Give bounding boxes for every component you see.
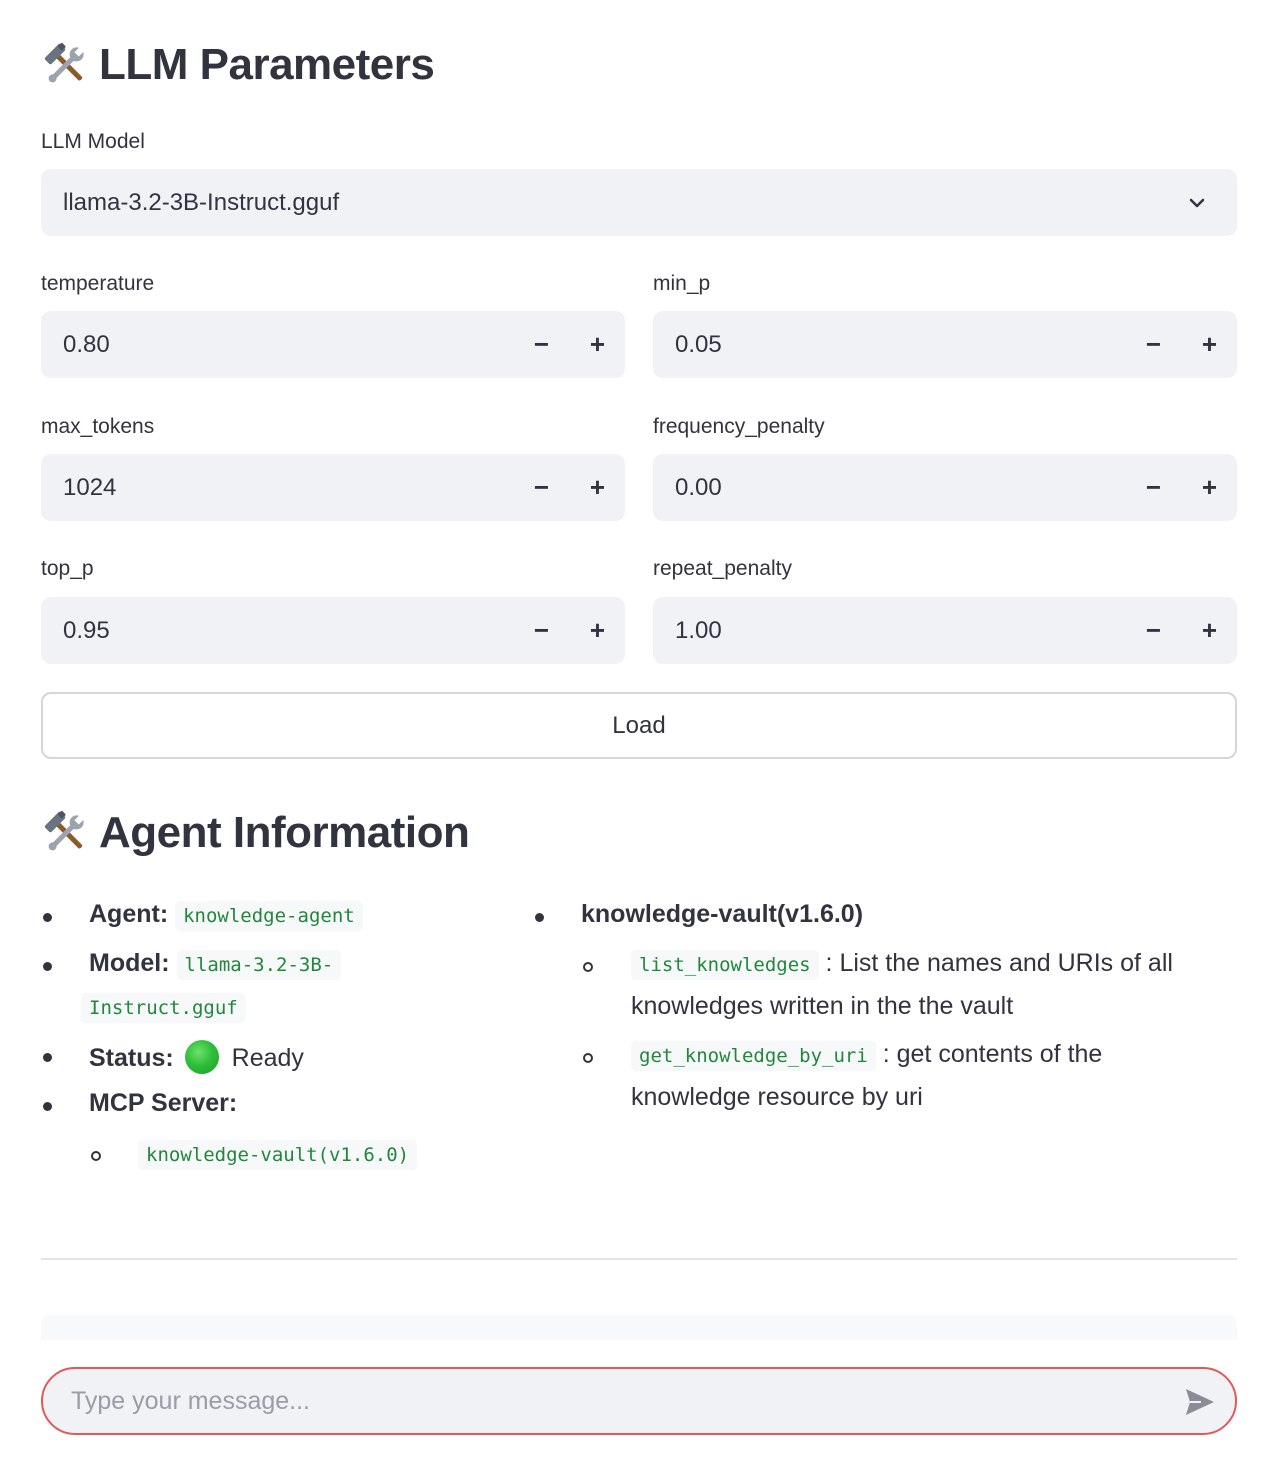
bullet-status: [43, 1053, 52, 1062]
min-p-increment-button[interactable]: +: [1201, 329, 1218, 359]
frequency-penalty-decrement-button[interactable]: −: [1145, 472, 1162, 502]
frequency-penalty-value: 0.00: [675, 473, 722, 501]
agent-model-row: [89, 949, 341, 978]
section-divider: [41, 1258, 1237, 1260]
load-button[interactable]: Load: [41, 692, 1237, 759]
temperature-value: 0.80: [63, 330, 110, 358]
tool-list-knowledges-row-continued: [631, 992, 1013, 1021]
bullet-agent: [43, 913, 52, 922]
hammer-and-wrench-icon: [41, 40, 91, 90]
frequency-penalty-label: frequency_penalty: [653, 415, 825, 438]
hammer-and-wrench-icon: [41, 808, 91, 858]
chevron-down-icon: [1187, 193, 1207, 213]
server-heading-row: [581, 900, 863, 929]
tool-description-continued: knowledge resource by uri: [631, 1083, 923, 1111]
min-p-input[interactable]: [653, 311, 1237, 378]
agent-label: Agent:: [89, 900, 169, 928]
max-tokens-value: 1024: [63, 473, 117, 501]
model-label: Model:: [89, 949, 170, 977]
temperature-increment-button[interactable]: +: [589, 329, 606, 359]
llm-parameters-title: [41, 40, 434, 90]
sub-bullet-mcp: [91, 1151, 101, 1161]
tool-name-code: get_knowledge_by_uri: [631, 1041, 876, 1071]
agent-information-title-text: Agent Information: [99, 808, 470, 857]
agent-information-title: [41, 808, 469, 858]
sub-bullet-tool-1: [583, 962, 593, 972]
chat-message-input[interactable]: [71, 1387, 1151, 1416]
tool-description: : List the names and URIs of all: [825, 949, 1173, 977]
status-value: Ready: [231, 1044, 304, 1072]
top-p-input[interactable]: [41, 597, 625, 664]
repeat-penalty-value: 1.00: [675, 616, 722, 644]
tool-get-knowledge-row-continued: [631, 1083, 923, 1112]
temperature-input[interactable]: [41, 311, 625, 378]
temperature-decrement-button[interactable]: −: [533, 329, 550, 359]
min-p-label: min_p: [653, 272, 711, 295]
server-heading: knowledge-vault(v1.6.0): [581, 900, 864, 928]
tool-name-code: list_knowledges: [631, 950, 819, 980]
max-tokens-increment-button[interactable]: +: [589, 472, 606, 502]
top-p-decrement-button[interactable]: −: [533, 615, 550, 645]
repeat-penalty-label: repeat_penalty: [653, 557, 792, 580]
status-ready-icon: [185, 1040, 219, 1074]
top-p-increment-button[interactable]: +: [589, 615, 606, 645]
agent-status-row: [89, 1040, 304, 1074]
status-label: Status:: [89, 1044, 174, 1072]
bullet-mcp: [43, 1102, 52, 1111]
tool-description: : get contents of the: [882, 1040, 1103, 1068]
chat-input-bar[interactable]: [41, 1367, 1237, 1435]
agent-model-row-continued: [89, 992, 246, 1021]
sub-bullet-tool-2: [583, 1053, 593, 1063]
bullet-server-heading: [535, 913, 544, 922]
llm-model-select[interactable]: [41, 169, 1237, 236]
max-tokens-decrement-button[interactable]: −: [533, 472, 550, 502]
top-p-label: top_p: [41, 557, 94, 580]
repeat-penalty-increment-button[interactable]: +: [1201, 615, 1218, 645]
mcp-server-item: [138, 1139, 417, 1168]
bullet-model: [43, 962, 52, 971]
mcp-server-label: MCP Server:: [89, 1089, 238, 1117]
mcp-server-code: knowledge-vault(v1.6.0): [138, 1140, 417, 1170]
frequency-penalty-increment-button[interactable]: +: [1201, 472, 1218, 502]
model-name-code-line1: llama-3.2-3B-: [177, 950, 342, 980]
model-name-code-line2: Instruct.gguf: [81, 993, 246, 1023]
tool-get-knowledge-row: [631, 1040, 1102, 1069]
llm-parameters-title-text: LLM Parameters: [99, 40, 435, 89]
mcp-server-row: [89, 1089, 237, 1118]
send-icon[interactable]: [1183, 1385, 1217, 1419]
repeat-penalty-decrement-button[interactable]: −: [1145, 615, 1162, 645]
agent-name-code: knowledge-agent: [175, 901, 363, 931]
llm-model-label: LLM Model: [41, 130, 145, 153]
tool-description-continued: knowledges written in the the vault: [631, 992, 1014, 1020]
repeat-penalty-input[interactable]: [653, 597, 1237, 664]
frequency-penalty-input[interactable]: [653, 454, 1237, 521]
tool-list-knowledges-row: [631, 949, 1173, 978]
min-p-decrement-button[interactable]: −: [1145, 329, 1162, 359]
top-p-value: 0.95: [63, 616, 110, 644]
temperature-label: temperature: [41, 272, 155, 295]
max-tokens-label: max_tokens: [41, 415, 155, 438]
max-tokens-input[interactable]: [41, 454, 625, 521]
llm-model-selected-value: llama-3.2-3B-Instruct.gguf: [63, 188, 340, 216]
agent-name-row: [89, 900, 363, 929]
chat-history-area: [41, 1315, 1237, 1340]
min-p-value: 0.05: [675, 330, 722, 358]
